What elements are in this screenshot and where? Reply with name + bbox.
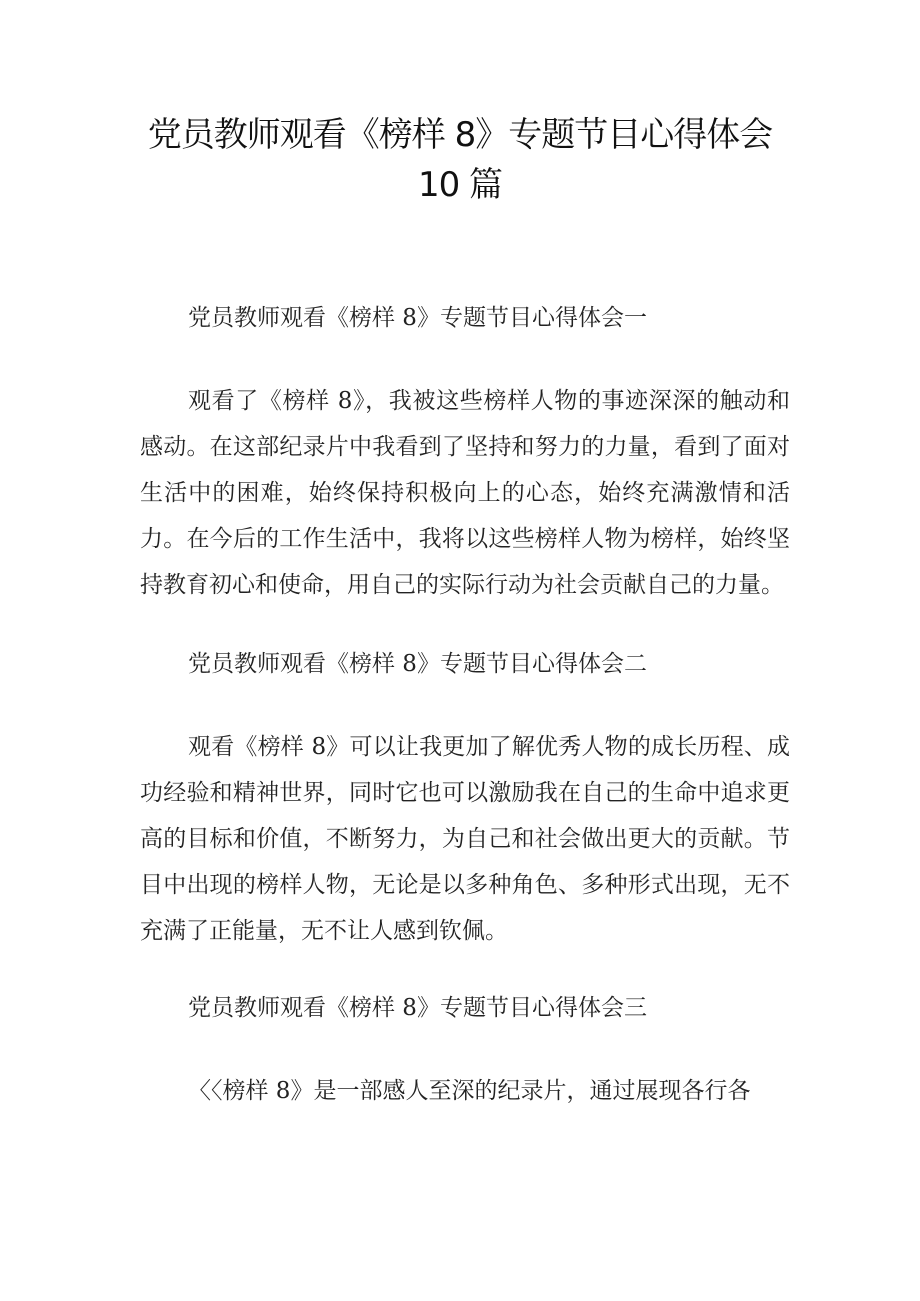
section-body-2: 观看《榜样 8》可以让我更加了解优秀人物的成长历程、成功经验和精神世界，同时它也可以激励我在自己的生命中追求更高的目标和价值，不断努力，为自己和社会做出更大的贡献。节目中出现的榜样人物，无论是以多种角色、多种形式出现，无不充满了正能量，无不让人感到钦佩。 (140, 734, 790, 944)
document-title-line-1: 党员教师观看《榜样 8》专题节目心得体会 (147, 115, 773, 155)
section-heading-3: 党员教师观看《榜样 8》专题节目心得体会三 (188, 995, 647, 1021)
section-heading-2: 党员教师观看《榜样 8》专题节目心得体会二 (188, 651, 647, 677)
document-title-line-2: 10 篇 (417, 165, 503, 205)
section-heading-1: 党员教师观看《榜样 8》专题节目心得体会一 (188, 305, 647, 331)
section-body-1: 观看了《榜样 8》，我被这些榜样人物的事迹深深的触动和感动。在这部纪录片中我看到了坚持和努力的力量，看到了面对生活中的困难，始终保持积极向上的心态，始终充满激情和活力。在今后的工作生活中，我将以这些榜样人物为榜样，始终坚持教育初心和使命，用自己的实际行动为社会贡献自己的力量。 (140, 388, 790, 598)
section-body-3: 〈〈榜样 8》是一部感人至深的纪录片，通过展现各行各 (188, 1078, 751, 1104)
document-title (120, 110, 800, 210)
